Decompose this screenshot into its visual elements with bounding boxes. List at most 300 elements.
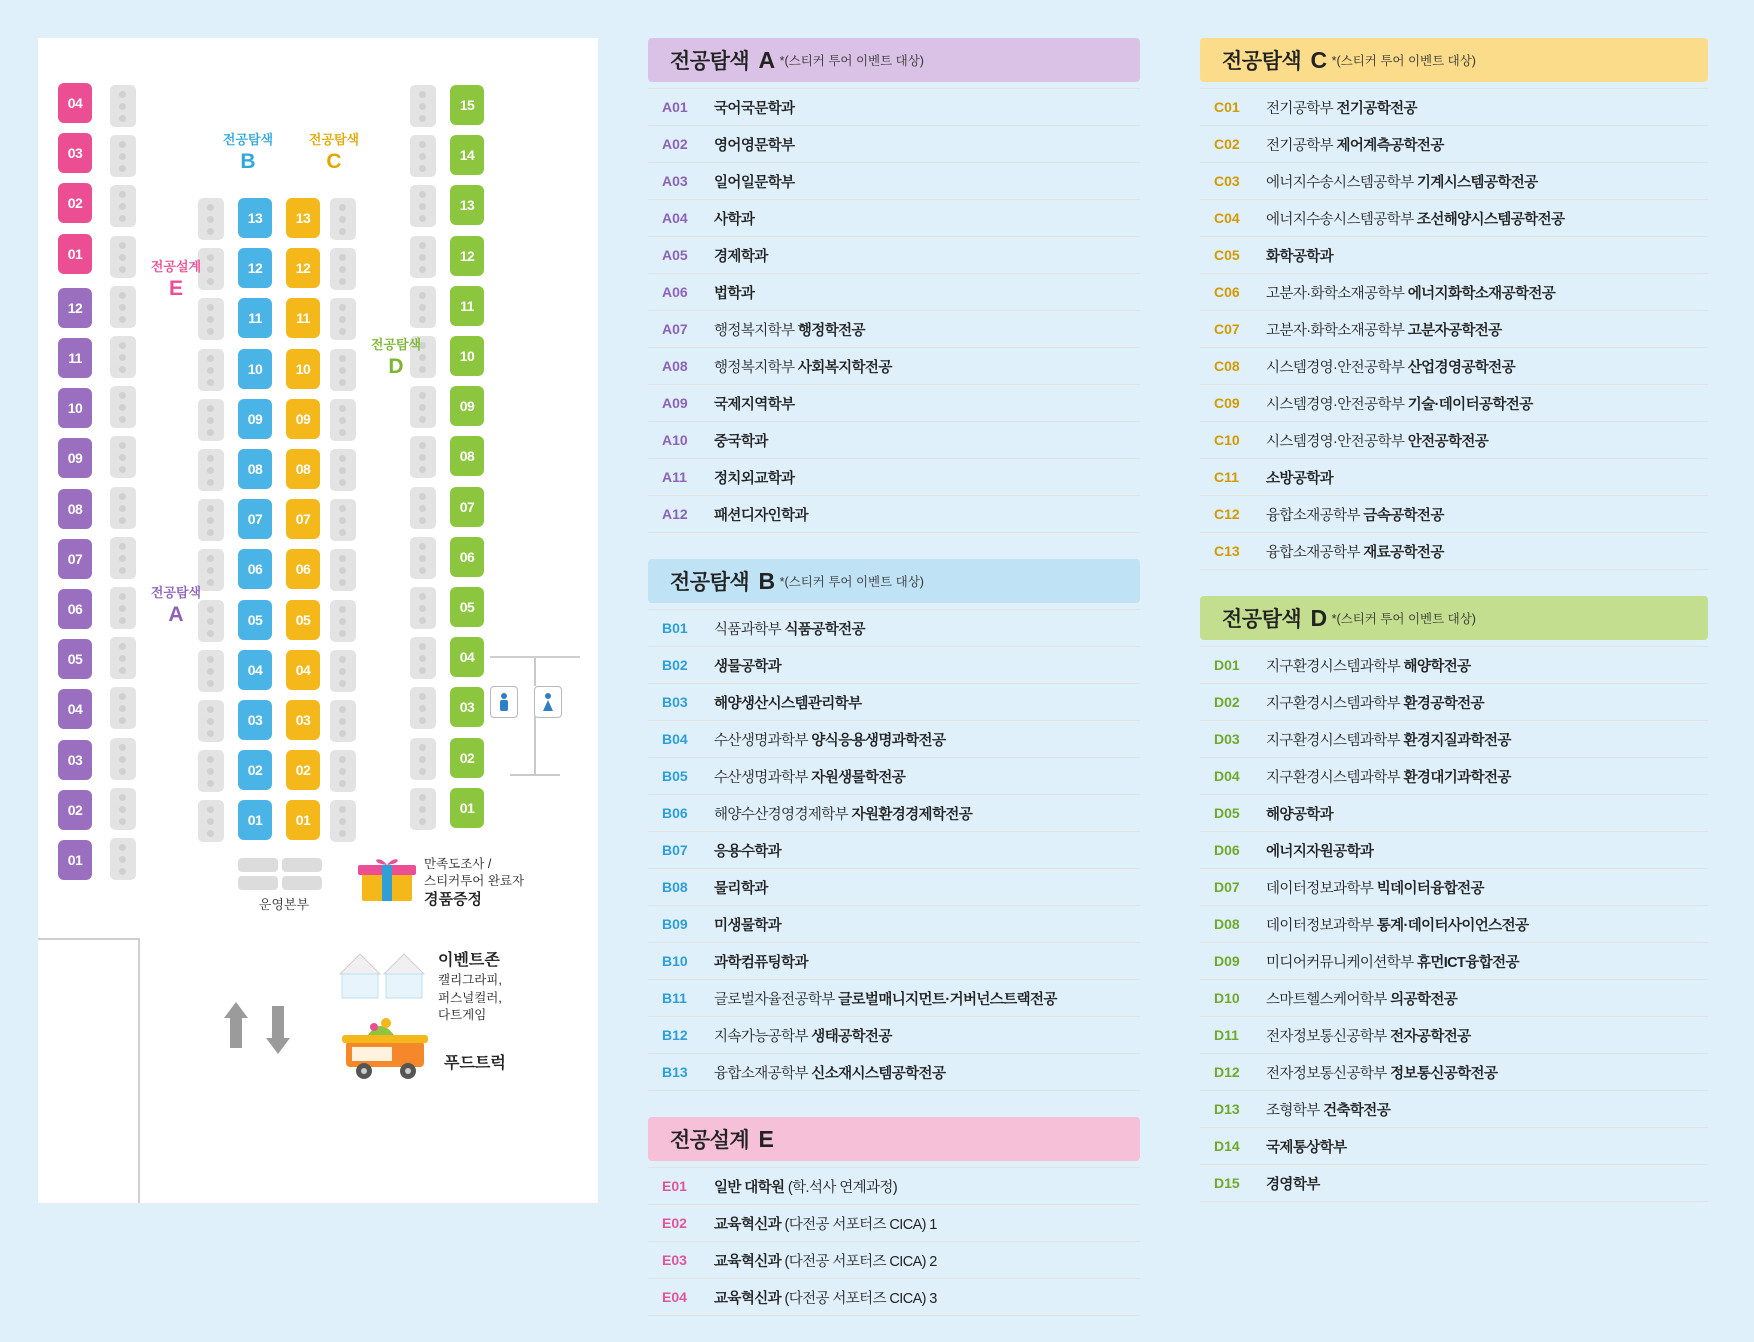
booth-B-06[interactable]: 06: [238, 549, 272, 589]
zone-label-B: 전공탐색 B: [222, 132, 274, 173]
booth-code: D11: [1214, 1027, 1239, 1043]
list-item[interactable]: [648, 1242, 1140, 1279]
list-item[interactable]: [648, 609, 1140, 647]
booth-code: C05: [1214, 247, 1240, 263]
booth-name: 융합소재공학부 재료공학전공: [1266, 544, 1444, 561]
list-item[interactable]: [648, 1017, 1140, 1054]
exhibit-table: [110, 738, 136, 780]
list-item[interactable]: [1200, 943, 1708, 980]
booth-C-09[interactable]: 09: [286, 399, 320, 439]
booth-D-01[interactable]: 01: [450, 788, 484, 828]
booth-code: E02: [662, 1215, 687, 1231]
booth-code: B01: [662, 620, 688, 636]
booth-name: 해양수산경영경제학부 자원환경경제학전공: [714, 806, 973, 823]
list-item[interactable]: [648, 88, 1140, 126]
booth-C-03[interactable]: 03: [286, 700, 320, 740]
booth-C-01[interactable]: 01: [286, 800, 320, 840]
list-item[interactable]: [1200, 1165, 1708, 1202]
booth-C-02[interactable]: 02: [286, 750, 320, 790]
booth-name: 고분자·화학소재공학부 고분자공학전공: [1266, 322, 1502, 339]
booth-code: A05: [662, 247, 688, 263]
booth-name: 시스템경영·안전공학부 산업경영공학전공: [1266, 359, 1515, 376]
booth-code: D13: [1214, 1101, 1240, 1117]
booth-B-05[interactable]: 05: [238, 600, 272, 640]
booth-code: C13: [1214, 543, 1240, 559]
list-item[interactable]: [1200, 126, 1708, 163]
list-item[interactable]: [1200, 422, 1708, 459]
exhibit-table: [198, 750, 224, 792]
gift-box-icon: [356, 853, 418, 905]
exhibit-table: [110, 637, 136, 679]
zone-label-D: 전공탐색 D: [370, 337, 422, 378]
booth-name: 전기공학부 제어계측공학전공: [1266, 137, 1444, 154]
booth-code: D01: [1214, 657, 1240, 673]
event-tent-icon: [334, 948, 430, 1004]
list-item[interactable]: [1200, 88, 1708, 126]
section-header-D: [1200, 596, 1708, 640]
list-item[interactable]: [1200, 1054, 1708, 1091]
booth-B-03[interactable]: 03: [238, 700, 272, 740]
booth-E-03[interactable]: 03: [58, 133, 92, 173]
list-item[interactable]: [1200, 832, 1708, 869]
booth-C-12[interactable]: 12: [286, 248, 320, 288]
exhibit-table: [410, 286, 436, 328]
exhibit-table: [198, 499, 224, 541]
booth-name: 전자정보통신공학부 전자공학전공: [1266, 1028, 1471, 1045]
booth-name: 패션디자인학과: [714, 507, 808, 524]
booth-code: D15: [1214, 1175, 1240, 1191]
restroom-men-icon: [490, 686, 518, 718]
exhibit-table: [410, 135, 436, 177]
list-item[interactable]: [1200, 163, 1708, 200]
booth-C-10[interactable]: 10: [286, 349, 320, 389]
list-item[interactable]: [648, 200, 1140, 237]
booth-code: B07: [662, 842, 688, 858]
booth-code: B08: [662, 879, 688, 895]
booth-E-01[interactable]: 01: [58, 234, 92, 274]
exhibit-table: [198, 399, 224, 441]
exhibit-table: [330, 499, 356, 541]
section-E: [648, 1117, 1140, 1316]
list-item[interactable]: [648, 311, 1140, 348]
booth-code: C03: [1214, 173, 1240, 189]
booth-D-14[interactable]: 14: [450, 135, 484, 175]
exhibit-table: [330, 449, 356, 491]
booth-D-12[interactable]: 12: [450, 236, 484, 276]
exhibit-table: [410, 386, 436, 428]
booth-code: A09: [662, 395, 688, 411]
booth-name: 일반 대학원 (학.석사 연계과정): [714, 1179, 898, 1196]
restroom-area: [490, 656, 580, 796]
zone-label-A: 전공탐색 A: [150, 585, 202, 626]
booth-A-12[interactable]: 12: [58, 288, 92, 328]
restroom-women-icon: [534, 686, 562, 718]
booth-code: A03: [662, 173, 688, 189]
list-item[interactable]: [648, 647, 1140, 684]
booth-code: B03: [662, 694, 688, 710]
exhibit-table: [330, 198, 356, 240]
booth-code: B09: [662, 916, 688, 932]
list-item[interactable]: [648, 459, 1140, 496]
booth-B-09[interactable]: 09: [238, 399, 272, 439]
booth-code: D12: [1214, 1064, 1240, 1080]
booth-B-13[interactable]: 13: [238, 198, 272, 238]
booth-code: D14: [1214, 1138, 1240, 1154]
booth-name: 에너지자원공학과: [1266, 843, 1374, 860]
section-header-C: [1200, 38, 1708, 82]
list-item[interactable]: [648, 348, 1140, 385]
booth-name: 사학과: [714, 211, 755, 228]
booth-name: 교육혁신과 (다전공 서포터즈 CICA) 1: [714, 1216, 937, 1233]
section-note-B: *(스티커 투어 이벤트 대상): [779, 575, 924, 589]
list-item[interactable]: [1200, 274, 1708, 311]
list-item[interactable]: [648, 795, 1140, 832]
booth-code: C09: [1214, 395, 1240, 411]
list-item[interactable]: [648, 906, 1140, 943]
booth-name: 에너지수송시스템공학부 조선해양시스템공학전공: [1266, 211, 1565, 228]
booth-code: C02: [1214, 136, 1240, 152]
booth-D-06[interactable]: 06: [450, 537, 484, 577]
booth-A-10[interactable]: 10: [58, 388, 92, 428]
booth-name: 미디어커뮤니케이션학부 휴먼ICT융합전공: [1266, 954, 1519, 971]
operations-hq-label: 운영본부: [258, 897, 310, 912]
booth-A-02[interactable]: 02: [58, 790, 92, 830]
exhibit-table: [110, 286, 136, 328]
booth-code: D08: [1214, 916, 1240, 932]
booth-name: 국제통상학부: [1266, 1139, 1347, 1156]
booth-C-13[interactable]: 13: [286, 198, 320, 238]
booth-name: 시스템경영·안전공학부 기술·데이터공학전공: [1266, 396, 1533, 413]
exhibit-table: [110, 336, 136, 378]
booth-list-column-left: [648, 38, 1140, 1342]
booth-name: 해양생산시스템관리학부: [714, 695, 862, 712]
booth-code: A11: [662, 469, 687, 485]
list-item[interactable]: [1200, 385, 1708, 422]
exhibit-table: [330, 750, 356, 792]
exhibit-table: [198, 650, 224, 692]
exhibit-table: [198, 700, 224, 742]
list-item[interactable]: [648, 274, 1140, 311]
booth-code: B02: [662, 657, 688, 673]
list-item[interactable]: [648, 126, 1140, 163]
exhibit-table: [110, 838, 136, 880]
booth-code: B05: [662, 768, 688, 784]
booth-D-07[interactable]: 07: [450, 487, 484, 527]
booth-A-05[interactable]: 05: [58, 639, 92, 679]
list-item[interactable]: [648, 163, 1140, 200]
list-item[interactable]: [648, 869, 1140, 906]
section-note-D: *(스티커 투어 이벤트 대상): [1331, 612, 1476, 626]
booth-name: 지속가능공학부 생태공학전공: [714, 1028, 892, 1045]
booth-C-07[interactable]: 07: [286, 499, 320, 539]
booth-A-04[interactable]: 04: [58, 689, 92, 729]
booth-name: 생물공학과: [714, 658, 782, 675]
booth-A-11[interactable]: 11: [58, 338, 92, 378]
list-item[interactable]: [648, 496, 1140, 533]
exhibit-table: [198, 449, 224, 491]
booth-code: D09: [1214, 953, 1240, 969]
list-item[interactable]: [648, 832, 1140, 869]
booth-name: 시스템경영·안전공학부 안전공학전공: [1266, 433, 1489, 450]
exhibit-table: [330, 298, 356, 340]
section-note-A: *(스티커 투어 이벤트 대상): [779, 54, 924, 68]
booth-code: D06: [1214, 842, 1240, 858]
list-item[interactable]: [648, 385, 1140, 422]
booth-A-09[interactable]: 09: [58, 438, 92, 478]
booth-name: 지구환경시스템과학부 환경대기과학전공: [1266, 769, 1511, 786]
list-item[interactable]: [1200, 459, 1708, 496]
event-zone-caption: 이벤트존 캘리그라피, 퍼스널컬러, 다트게임: [438, 952, 502, 1023]
booth-name: 전기공학부 전기공학전공: [1266, 100, 1417, 117]
exhibit-table: [110, 537, 136, 579]
booth-code: E03: [662, 1252, 687, 1268]
booth-D-11[interactable]: 11: [450, 286, 484, 326]
booth-name: 지구환경시스템과학부 해양학전공: [1266, 658, 1471, 675]
booth-B-08[interactable]: 08: [238, 449, 272, 489]
booth-name: 영어영문학부: [714, 137, 795, 154]
booth-code: B06: [662, 805, 688, 821]
map-boundary-top-right: [490, 656, 580, 658]
booth-C-04[interactable]: 04: [286, 650, 320, 690]
list-item[interactable]: [1200, 200, 1708, 237]
booth-C-11[interactable]: 11: [286, 298, 320, 338]
booth-name: 해양공학과: [1266, 806, 1334, 823]
booth-code: E04: [662, 1289, 687, 1305]
booth-name: 글로벌자율전공학부 글로벌매니지먼트·거버넌스트랙전공: [714, 991, 1057, 1008]
booth-code: D03: [1214, 731, 1240, 747]
list-item[interactable]: [1200, 980, 1708, 1017]
booth-code: C04: [1214, 210, 1240, 226]
booth-code: D04: [1214, 768, 1240, 784]
exhibit-table: [110, 487, 136, 529]
list-item[interactable]: [1200, 795, 1708, 832]
exhibit-table: [110, 687, 136, 729]
section-title-C: 전공탐색 C: [1222, 47, 1327, 73]
exhibit-table: [330, 700, 356, 742]
booth-name: 데이터정보과학부 빅데이터융합전공: [1266, 880, 1484, 897]
booth-B-11[interactable]: 11: [238, 298, 272, 338]
booth-code: D07: [1214, 879, 1240, 895]
booth-D-04[interactable]: 04: [450, 637, 484, 677]
booth-B-04[interactable]: 04: [238, 650, 272, 690]
operations-hq: [238, 858, 348, 888]
section-C: [1200, 38, 1708, 570]
list-item[interactable]: [1200, 906, 1708, 943]
exhibit-table: [110, 386, 136, 428]
booth-code: A07: [662, 321, 688, 337]
booth-D-10[interactable]: 10: [450, 336, 484, 376]
booth-name: 식품과학부 식품공학전공: [714, 621, 865, 638]
list-item[interactable]: [1200, 533, 1708, 570]
section-header-A: [648, 38, 1140, 82]
list-item[interactable]: [1200, 721, 1708, 758]
exhibit-table: [410, 788, 436, 830]
exhibit-table: [330, 349, 356, 391]
booth-code: A04: [662, 210, 688, 226]
booth-name: 물리학과: [714, 880, 768, 897]
list-item[interactable]: [1200, 1128, 1708, 1165]
exhibit-table: [330, 600, 356, 642]
list-item[interactable]: [1200, 1017, 1708, 1054]
booth-name: 경제학과: [714, 248, 768, 265]
list-item[interactable]: [648, 721, 1140, 758]
booth-code: C01: [1214, 99, 1240, 115]
exhibit-table: [330, 399, 356, 441]
booth-code: A01: [662, 99, 688, 115]
section-rows-E: [648, 1167, 1140, 1316]
list-item[interactable]: [648, 758, 1140, 795]
booth-D-08[interactable]: 08: [450, 436, 484, 476]
booth-C-06[interactable]: 06: [286, 549, 320, 589]
section-title-B: 전공탐색 B: [670, 568, 775, 594]
exhibit-table: [410, 587, 436, 629]
exhibit-table: [410, 436, 436, 478]
exhibit-table: [110, 788, 136, 830]
booth-C-08[interactable]: 08: [286, 449, 320, 489]
list-item[interactable]: [1200, 684, 1708, 721]
booth-C-05[interactable]: 05: [286, 600, 320, 640]
section-rows-D: [1200, 646, 1708, 1202]
list-item[interactable]: [648, 422, 1140, 459]
booth-code: C11: [1214, 469, 1239, 485]
exhibit-table: [410, 738, 436, 780]
booth-code: B10: [662, 953, 688, 969]
venue-map: [38, 38, 598, 1203]
booth-code: A08: [662, 358, 688, 374]
booth-name: 수산생명과학부 양식응용생명과학전공: [714, 732, 946, 749]
section-header-E: [648, 1117, 1140, 1161]
list-item[interactable]: [648, 1167, 1140, 1205]
booth-name: 국어국문학과: [714, 100, 795, 117]
booth-name: 전자정보통신공학부 정보통신공학전공: [1266, 1065, 1498, 1082]
list-item[interactable]: [1200, 869, 1708, 906]
booth-name: 교육혁신과 (다전공 서포터즈 CICA) 2: [714, 1253, 937, 1270]
list-item[interactable]: [648, 1054, 1140, 1091]
booth-name: 융합소재공학부 신소재시스템공학전공: [714, 1065, 946, 1082]
booth-name: 법학과: [714, 285, 755, 302]
booth-name: 미생물학과: [714, 917, 782, 934]
section-header-B: [648, 559, 1140, 603]
booth-name: 고분자·화학소재공학부 에너지화학소재공학전공: [1266, 285, 1556, 302]
booth-name: 응용수학과: [714, 843, 782, 860]
booth-name: 지구환경시스템과학부 환경공학전공: [1266, 695, 1484, 712]
exhibit-table: [330, 549, 356, 591]
booth-D-09[interactable]: 09: [450, 386, 484, 426]
booth-B-10[interactable]: 10: [238, 349, 272, 389]
booth-code: A02: [662, 136, 688, 152]
booth-name: 소방공학과: [1266, 470, 1334, 487]
booth-B-01[interactable]: 01: [238, 800, 272, 840]
exhibit-table: [410, 487, 436, 529]
booth-D-02[interactable]: 02: [450, 738, 484, 778]
booth-code: E01: [662, 1178, 687, 1194]
booth-code: A10: [662, 432, 688, 448]
booth-code: C07: [1214, 321, 1240, 337]
booth-name: 경영학부: [1266, 1176, 1320, 1193]
booth-D-13[interactable]: 13: [450, 185, 484, 225]
section-note-C: *(스티커 투어 이벤트 대상): [1331, 54, 1476, 68]
exhibit-table: [330, 800, 356, 842]
food-truck-icon: [338, 1013, 438, 1085]
list-item[interactable]: [648, 1205, 1140, 1242]
booth-A-03[interactable]: 03: [58, 740, 92, 780]
exhibit-table: [410, 537, 436, 579]
venue-map-panel: [38, 38, 598, 1203]
booth-A-07[interactable]: 07: [58, 539, 92, 579]
booth-D-15[interactable]: 15: [450, 85, 484, 125]
booth-E-04[interactable]: 04: [58, 83, 92, 123]
booth-D-05[interactable]: 05: [450, 587, 484, 627]
section-B: [648, 559, 1140, 1091]
booth-code: B04: [662, 731, 688, 747]
exhibit-table: [410, 687, 436, 729]
section-A: [648, 38, 1140, 533]
booth-name: 교육혁신과 (다전공 서포터즈 CICA) 3: [714, 1290, 937, 1307]
booth-A-08[interactable]: 08: [58, 489, 92, 529]
section-title-D: 전공탐색 D: [1222, 605, 1327, 631]
exhibit-table: [410, 637, 436, 679]
list-item[interactable]: [1200, 1091, 1708, 1128]
booth-code: C10: [1214, 432, 1240, 448]
zone-label-C: 전공탐색 C: [308, 132, 360, 173]
exhibit-table: [410, 85, 436, 127]
booth-name: 스마트헬스케어학부 의공학전공: [1266, 991, 1458, 1008]
list-item[interactable]: [1200, 496, 1708, 533]
exhibit-table: [198, 198, 224, 240]
list-item[interactable]: [1200, 237, 1708, 274]
booth-B-02[interactable]: 02: [238, 750, 272, 790]
list-item[interactable]: [648, 980, 1140, 1017]
exhibit-table: [110, 587, 136, 629]
list-item[interactable]: [648, 237, 1140, 274]
booth-A-01[interactable]: 01: [58, 840, 92, 880]
booth-name: 정치외교학과: [714, 470, 795, 487]
booth-D-03[interactable]: 03: [450, 687, 484, 727]
booth-E-02[interactable]: 02: [58, 183, 92, 223]
list-item[interactable]: [1200, 311, 1708, 348]
exhibit-table: [110, 85, 136, 127]
list-item[interactable]: [648, 684, 1140, 721]
exhibit-table: [198, 349, 224, 391]
booth-name: 행정복지학부 행정학전공: [714, 322, 865, 339]
section-rows-B: [648, 609, 1140, 1091]
exhibit-table: [110, 135, 136, 177]
exhibit-table: [198, 800, 224, 842]
exhibit-table: [110, 185, 136, 227]
booth-B-12[interactable]: 12: [238, 248, 272, 288]
list-item[interactable]: [1200, 758, 1708, 795]
booth-name: 일어일문학부: [714, 174, 795, 191]
exhibit-table: [198, 298, 224, 340]
booth-B-07[interactable]: 07: [238, 499, 272, 539]
list-item[interactable]: [648, 943, 1140, 980]
booth-name: 에너지수송시스템공학부 기계시스템공학전공: [1266, 174, 1538, 191]
section-rows-A: [648, 88, 1140, 533]
list-item[interactable]: [1200, 348, 1708, 385]
booth-name: 행정복지학부 사회복지학전공: [714, 359, 892, 376]
list-item[interactable]: [648, 1279, 1140, 1316]
booth-name: 국제지역학부: [714, 396, 795, 413]
booth-code: D05: [1214, 805, 1240, 821]
list-item[interactable]: [1200, 646, 1708, 684]
booth-code: C08: [1214, 358, 1240, 374]
booth-name: 과학컴퓨팅학과: [714, 954, 808, 971]
exhibit-table: [330, 650, 356, 692]
booth-code: B11: [662, 990, 687, 1006]
booth-name: 수산생명과학부 자원생물학전공: [714, 769, 906, 786]
booth-name: 데이터정보과학부 통계·데이터사이언스전공: [1266, 917, 1529, 934]
booth-A-06[interactable]: 06: [58, 589, 92, 629]
